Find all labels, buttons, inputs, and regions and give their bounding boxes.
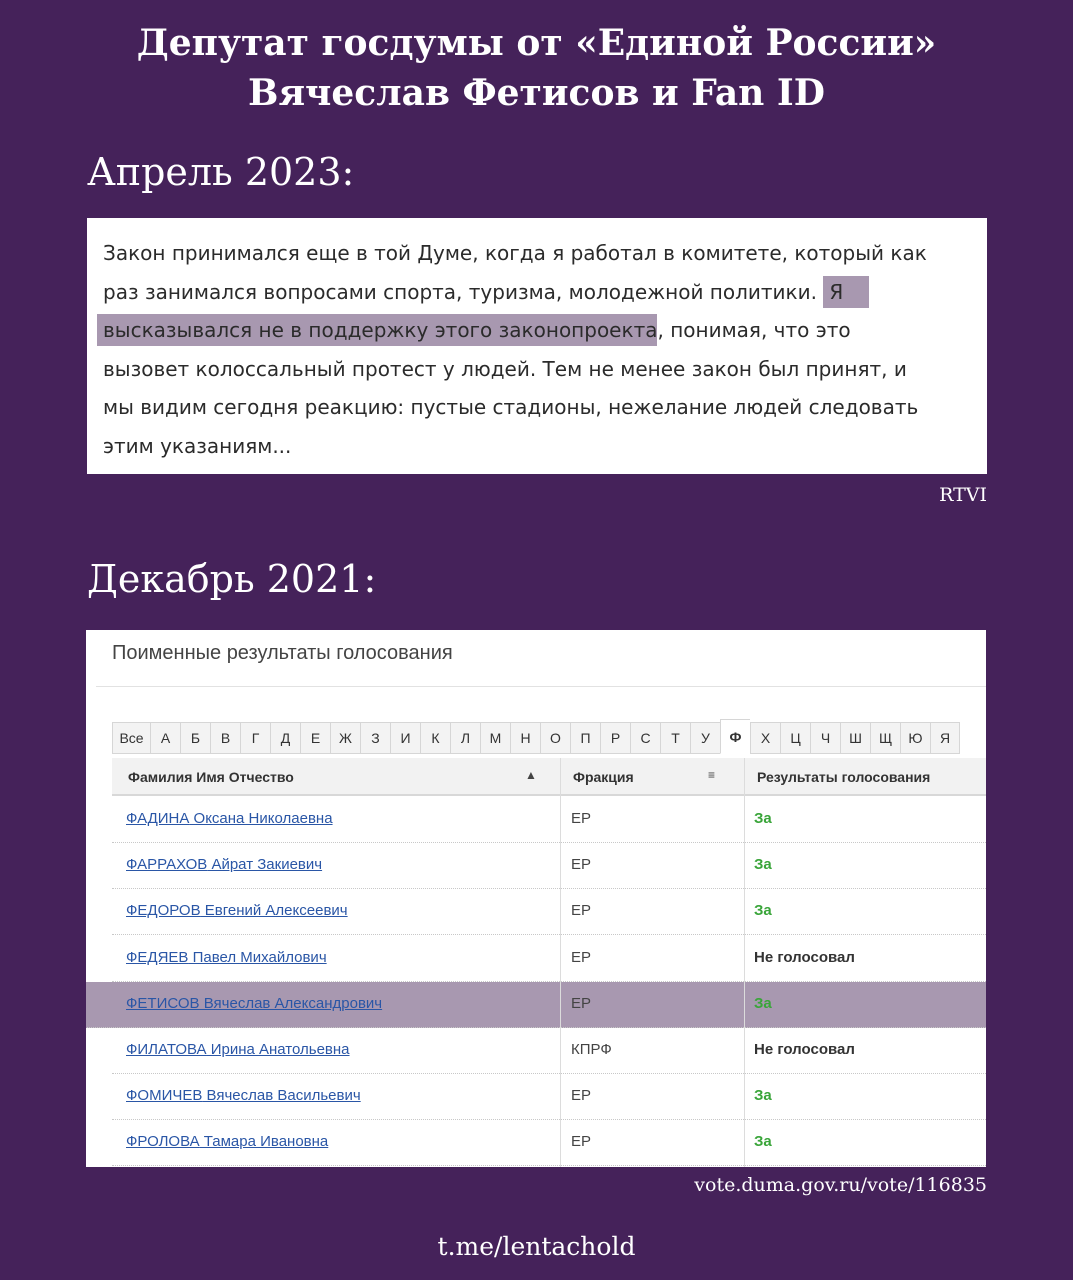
alphabet-tab[interactable]: Ю (900, 722, 930, 754)
footer-channel-link[interactable]: t.me/lentachold (437, 1232, 636, 1261)
alphabet-tab[interactable]: Е (300, 722, 330, 754)
deputy-surname: ФЕДЯЕВ (126, 948, 189, 966)
quote-text: , понимая, что это (657, 318, 851, 342)
alphabet-tab[interactable]: Ж (330, 722, 360, 754)
column-header-name[interactable]: Фамилия Имя Отчество (128, 769, 294, 785)
quote-line-5: мы видим сегодня реакцию: пустые стадионы, нежелание людей следовать (103, 395, 919, 419)
table-row (112, 843, 986, 889)
quote-line-6: этим указаниям... (103, 433, 292, 458)
faction-cell: ЕР (571, 1133, 592, 1151)
alphabet-tab[interactable]: Все (112, 722, 150, 754)
quote-line-3 (97, 311, 971, 350)
alphabet-tab[interactable]: К (420, 722, 450, 754)
table-row (112, 1120, 986, 1166)
alphabet-tab[interactable]: М (480, 722, 510, 754)
alphabet-tab[interactable]: Д (270, 722, 300, 754)
section-heading-april: Апрель 2023: (87, 150, 355, 194)
deputy-name-link[interactable] (126, 810, 333, 827)
vote-result-cell: Не голосовал (754, 948, 855, 966)
alphabet-tab[interactable]: В (210, 722, 240, 754)
table-header (112, 758, 986, 796)
alphabet-tab[interactable]: Р (600, 722, 630, 754)
alphabet-tab[interactable]: Л (450, 722, 480, 754)
vote-result-cell: Не голосовал (754, 1041, 855, 1058)
table-row (86, 982, 986, 1028)
quote-highlight: высказывался не в поддержку этого законопроекта (97, 314, 657, 346)
title-line-1: Депутат госдумы от «Единой России» (136, 22, 937, 64)
column-divider (560, 758, 561, 1167)
sort-asc-icon[interactable]: ▲ (525, 768, 537, 782)
deputy-name-link[interactable] (126, 1087, 361, 1104)
deputy-name-link[interactable] (126, 1041, 350, 1058)
vote-result-cell: За (754, 1087, 772, 1105)
deputy-given-names: Вячеслав Васильевич (202, 1087, 361, 1105)
alphabet-tab[interactable]: Х (750, 722, 780, 754)
deputy-name-link[interactable] (126, 856, 322, 873)
alphabet-tab[interactable]: О (540, 722, 570, 754)
alphabet-tab[interactable]: А (150, 722, 180, 754)
quote-line-1: Закон принимался еще в той Думе, когда я работал в комитете, который как (103, 241, 927, 265)
quote-text: раз занимался вопросами спорта, туризма, молодежной политики. (103, 279, 824, 304)
alphabet-filter (112, 722, 960, 754)
deputy-name-link[interactable] (126, 902, 348, 919)
sort-icon[interactable]: ≡ (708, 768, 716, 782)
vote-result-cell: За (754, 902, 772, 920)
quote-box (87, 218, 987, 474)
deputy-surname: ФАРРАХОВ (126, 856, 208, 874)
deputy-given-names: Павел Михайлович (188, 948, 327, 966)
column-divider (744, 758, 745, 1167)
alphabet-tab[interactable]: И (390, 722, 420, 754)
table-row (112, 797, 986, 843)
alphabet-tab[interactable]: З (360, 722, 390, 754)
faction-cell: ЕР (571, 856, 592, 874)
alphabet-tab[interactable]: Я (930, 722, 960, 754)
alphabet-tab[interactable]: Ш (840, 722, 870, 754)
deputy-surname: ФРОЛОВА (126, 1133, 200, 1151)
table-row (112, 889, 986, 935)
source-duma-link[interactable]: vote.duma.gov.ru/vote/116835 (694, 1174, 987, 1196)
deputy-given-names: Тамара Ивановна (199, 1133, 329, 1151)
vote-result-cell: За (754, 994, 772, 1012)
alphabet-tab[interactable]: П (570, 722, 600, 754)
table-row (112, 936, 986, 982)
deputy-given-names: Евгений Алексеевич (200, 902, 348, 920)
deputy-surname: ФИЛАТОВА (126, 1041, 207, 1058)
faction-cell: КПРФ (571, 1041, 612, 1058)
alphabet-tab[interactable]: Щ (870, 722, 900, 754)
alphabet-tab[interactable]: Т (660, 722, 690, 754)
deputy-given-names: Айрат Закиевич (207, 856, 323, 874)
title-line-2: Вячеслав Фетисов и Fan ID (248, 72, 825, 114)
deputy-given-names: Ирина Анатольевна (206, 1041, 350, 1058)
alphabet-tab[interactable]: Н (510, 722, 540, 754)
section-heading-december: Декабрь 2021: (87, 557, 377, 601)
page-title (0, 18, 1073, 118)
faction-cell: ЕР (571, 902, 592, 920)
vote-results-panel (86, 630, 986, 1167)
deputy-surname: ФАДИНА (126, 810, 190, 827)
source-rtvi: RTVI (939, 484, 987, 506)
alphabet-tab[interactable]: У (690, 722, 720, 754)
alphabet-tab[interactable]: Г (240, 722, 270, 754)
alphabet-tab[interactable]: Ф (720, 719, 750, 754)
deputy-name-link[interactable] (126, 1133, 328, 1150)
deputy-surname: ФЕДОРОВ (126, 902, 201, 920)
column-header-result[interactable]: Результаты голосования (757, 769, 931, 785)
faction-cell: ЕР (571, 948, 592, 966)
vote-result-cell: За (754, 856, 772, 874)
faction-cell: ЕР (571, 994, 592, 1012)
deputy-name-link[interactable] (126, 949, 327, 966)
deputy-surname: ФЕТИСОВ (126, 994, 200, 1012)
alphabet-tab[interactable]: Ч (810, 722, 840, 754)
quote-line-2 (103, 273, 971, 312)
panel-title: Поименные результаты голосования (112, 642, 453, 664)
quote-highlight: Я (823, 276, 869, 308)
faction-cell: ЕР (571, 1087, 592, 1105)
vote-result-cell: За (754, 1133, 772, 1151)
vote-result-cell: За (754, 810, 772, 827)
deputy-given-names: Вячеслав Александрович (199, 994, 383, 1012)
alphabet-tab[interactable]: Б (180, 722, 210, 754)
table-row (112, 1028, 986, 1074)
column-header-faction[interactable]: Фракция (573, 769, 634, 785)
alphabet-tab[interactable]: С (630, 722, 660, 754)
deputy-given-names: Оксана Николаевна (189, 810, 333, 827)
deputy-name-link[interactable] (126, 995, 382, 1012)
faction-cell: ЕР (571, 810, 592, 827)
divider (96, 686, 986, 687)
table-row (112, 1074, 986, 1120)
deputy-surname: ФОМИЧЕВ (126, 1087, 203, 1105)
alphabet-tab[interactable]: Ц (780, 722, 810, 754)
quote-line-4: вызовет колоссальный протест у людей. Тем не менее закон был принят, и (103, 356, 907, 381)
